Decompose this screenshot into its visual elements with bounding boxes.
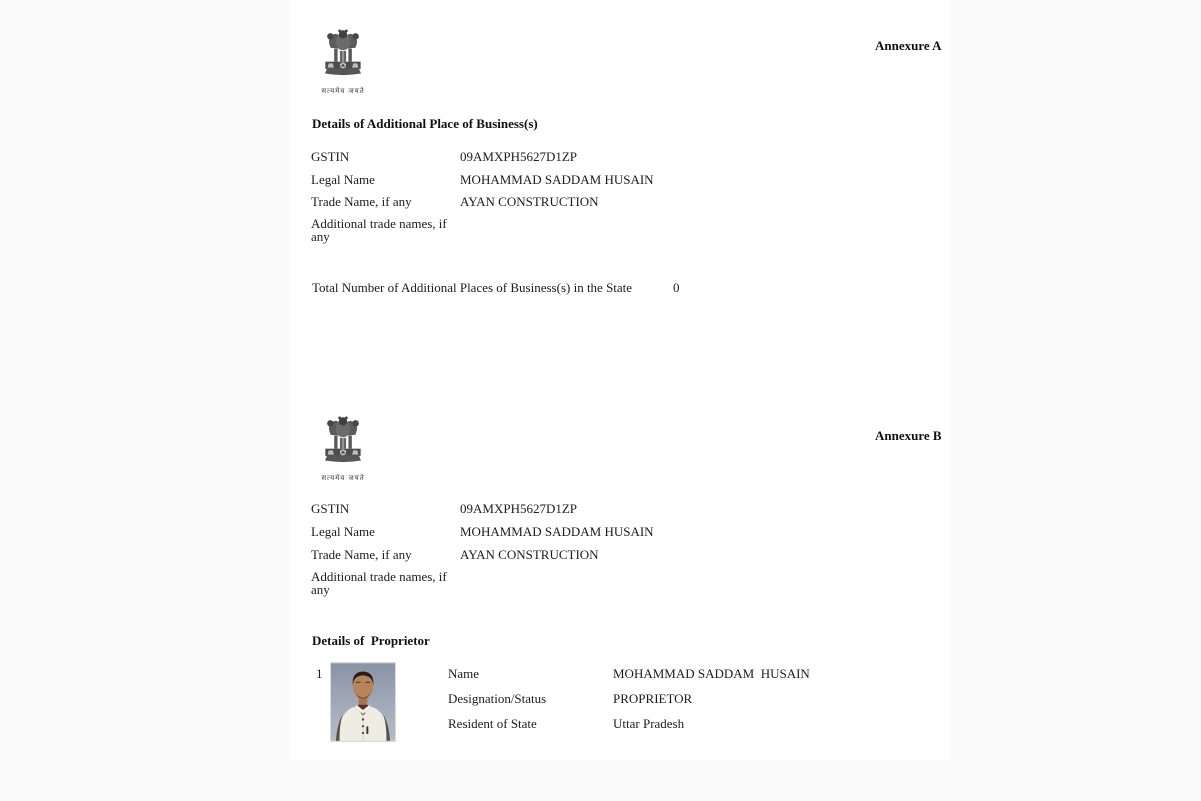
field-label: Additional trade names, if any	[311, 216, 447, 244]
field-row-additional-trade-names-a	[311, 217, 460, 243]
field-row-legal-name-b	[311, 525, 654, 538]
field-label: Legal Name	[311, 524, 375, 539]
field-value: AYAN CONSTRUCTION	[460, 194, 599, 209]
field-label: GSTIN	[311, 149, 350, 164]
field-label: Designation/Status	[448, 691, 547, 706]
field-value: MOHAMMAD SADDAM HUSAIN	[460, 524, 654, 539]
field-row-trade-name-a	[311, 195, 599, 208]
field-row-trade-name-b	[311, 548, 599, 561]
field-value: 09AMXPH5627D1ZP	[460, 501, 578, 516]
field-label: Resident of State	[448, 716, 537, 731]
details-of-proprietor-title: Details of Proprietor	[312, 633, 430, 648]
field-row-gstin-a	[311, 150, 577, 163]
field-label: Trade Name, if any	[311, 194, 412, 209]
emblem-motto: सत्यमेव जयते	[321, 474, 365, 482]
proprietor-row-resident-state	[448, 717, 684, 730]
field-label: Name	[448, 666, 480, 681]
field-value: AYAN CONSTRUCTION	[460, 547, 599, 562]
field-label: Trade Name, if any	[311, 547, 412, 562]
total-value: 0	[673, 280, 680, 295]
field-label: GSTIN	[311, 501, 350, 516]
india-national-emblem	[314, 27, 372, 96]
total-additional-places-row	[312, 281, 732, 294]
field-value: MOHAMMAD SADDAM HUSAIN	[460, 172, 654, 187]
ashoka-lion-capital-icon	[320, 455, 366, 472]
field-value: Uttar Pradesh	[613, 716, 685, 731]
field-label: Additional trade names, if any	[311, 569, 447, 597]
field-value: MOHAMMAD SADDAM HUSAIN	[613, 666, 810, 681]
field-row-legal-name-a	[311, 173, 654, 186]
annexure-a-label: Annexure A	[875, 38, 942, 53]
annexure-a-title: Details of Additional Place of Business(s)	[312, 116, 538, 131]
document-page	[290, 0, 950, 760]
emblem-motto: सत्यमेव जयते	[321, 87, 365, 95]
field-label: Legal Name	[311, 172, 375, 187]
india-national-emblem	[314, 414, 372, 483]
field-row-additional-trade-names-b	[311, 570, 460, 596]
annexure-b-label: Annexure B	[875, 428, 942, 443]
proprietor-photo	[330, 662, 396, 742]
total-label: Total Number of Additional Places of Business(s) in the State	[312, 280, 633, 295]
proprietor-row-designation	[448, 692, 692, 705]
proprietor-index: 1	[316, 666, 323, 681]
field-value: 09AMXPH5627D1ZP	[460, 149, 578, 164]
field-row-gstin-b	[311, 502, 577, 515]
field-value: PROPRIETOR	[613, 691, 693, 706]
proprietor-row-name	[448, 667, 810, 680]
ashoka-lion-capital-icon	[320, 68, 366, 85]
